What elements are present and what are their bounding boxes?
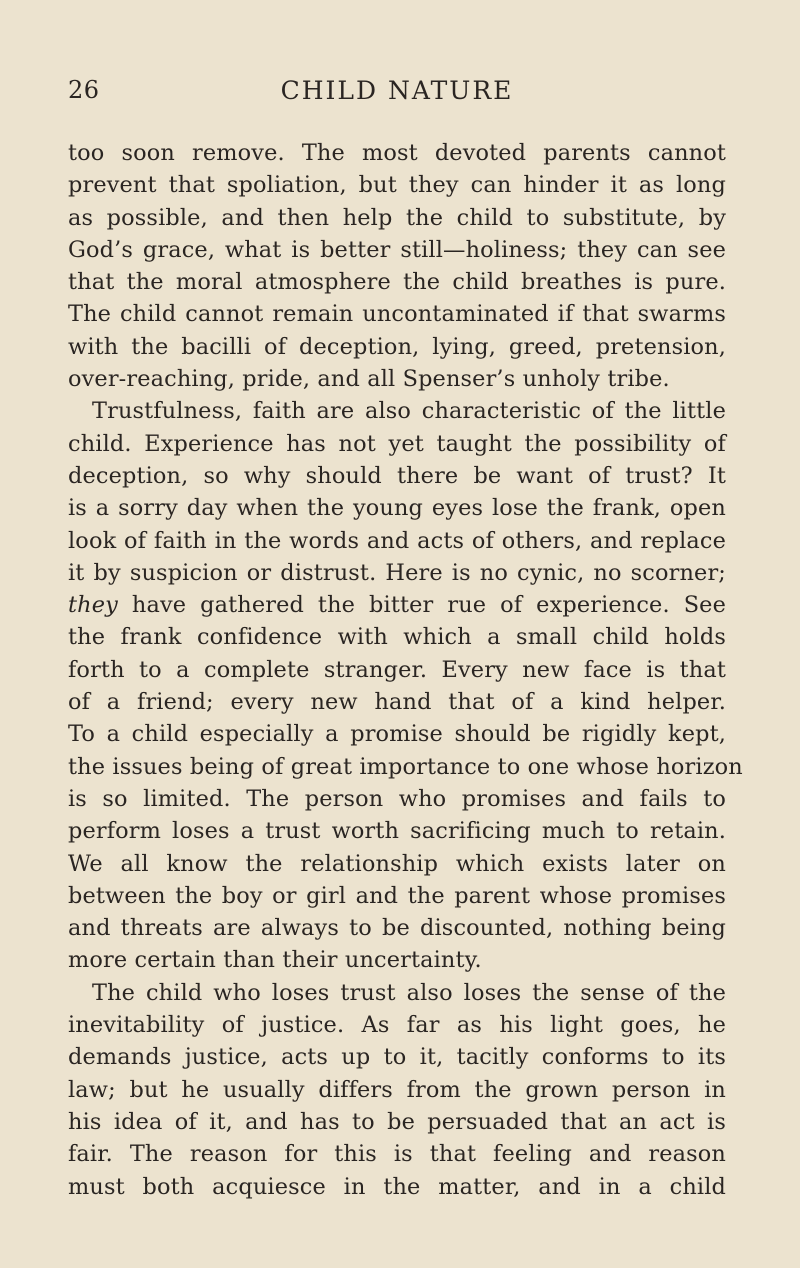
text-line: We all know the relationship which exists later on xyxy=(68,850,726,877)
text-line: more certain than their uncertainty. xyxy=(68,947,482,974)
text-line: forth to a complete stranger. Every new face is that xyxy=(68,656,726,683)
text-line: that the moral atmosphere the child breathes is pure. xyxy=(68,269,726,296)
page-number: 26 xyxy=(68,76,100,104)
text-line: it by suspicion or distrust. Here is no cynic, no scorner; xyxy=(68,559,726,586)
text-line: must both acquiesce in the matter, and in a child xyxy=(68,1173,726,1200)
text-line: the frank confidence with which a small child holds xyxy=(68,624,726,651)
text-line: is so limited. The person who promises and fails to xyxy=(68,785,726,812)
text-line: prevent that spoliation, but they can hinder it as long xyxy=(68,172,726,199)
text-line: look of faith in the words and acts of others, and replace xyxy=(68,527,726,554)
text-line: inevitability of justice. As far as his light goes, he xyxy=(68,1012,726,1039)
text-line: between the boy or girl and the parent whose promises xyxy=(68,882,726,909)
text-line: with the bacilli of deception, lying, greed, pretension, xyxy=(68,333,726,360)
italic-word: they xyxy=(68,592,118,619)
page-header xyxy=(68,76,726,116)
text-line: child. Experience has not yet taught the possibility of xyxy=(68,430,726,457)
text-line: The child cannot remain uncontaminated if that swarms xyxy=(68,301,726,328)
text-line: God’s grace, what is better still—holiness; they can see xyxy=(68,236,726,263)
text-line: the issues being of great importance to one whose horizon xyxy=(68,753,743,780)
text-line: over-reaching, pride, and all Spenser’s unholy tribe. xyxy=(68,366,670,393)
text-line: perform loses a trust worth sacrificing much to retain. xyxy=(68,818,726,845)
text-line: is a sorry day when the young eyes lose the frank, open xyxy=(68,495,726,522)
text-line: of a friend; every new hand that of a kind helper. xyxy=(68,689,726,716)
text-line: demands justice, acts up to it, tacitly conforms to its xyxy=(68,1044,726,1071)
text-line: his idea of it, and has to be persuaded that an act is xyxy=(68,1108,726,1135)
text-line: Trustfulness, faith are also characteristic of the little xyxy=(92,398,726,425)
text-line: fair. The reason for this is that feeling and reason xyxy=(68,1141,726,1168)
text-line: The child who loses trust also loses the sense of the xyxy=(92,979,726,1006)
text-line: deception, so why should there be want of trust? It xyxy=(68,462,726,489)
text-line: as possible, and then help the child to substitute, by xyxy=(68,204,726,231)
text-segment: have gathered the bitter rue of experience. See xyxy=(131,592,726,619)
running-title: CHILD NATURE xyxy=(280,76,514,105)
text-line: and threats are always to be discounted, nothing being xyxy=(68,915,726,942)
text-line: law; but he usually differs from the grown person in xyxy=(68,1076,726,1103)
text-line xyxy=(68,589,726,621)
text-line: too soon remove. The most devoted parents cannot xyxy=(68,140,726,166)
body-text xyxy=(68,137,743,1203)
text-line: To a child especially a promise should be rigidly kept, xyxy=(68,721,726,748)
